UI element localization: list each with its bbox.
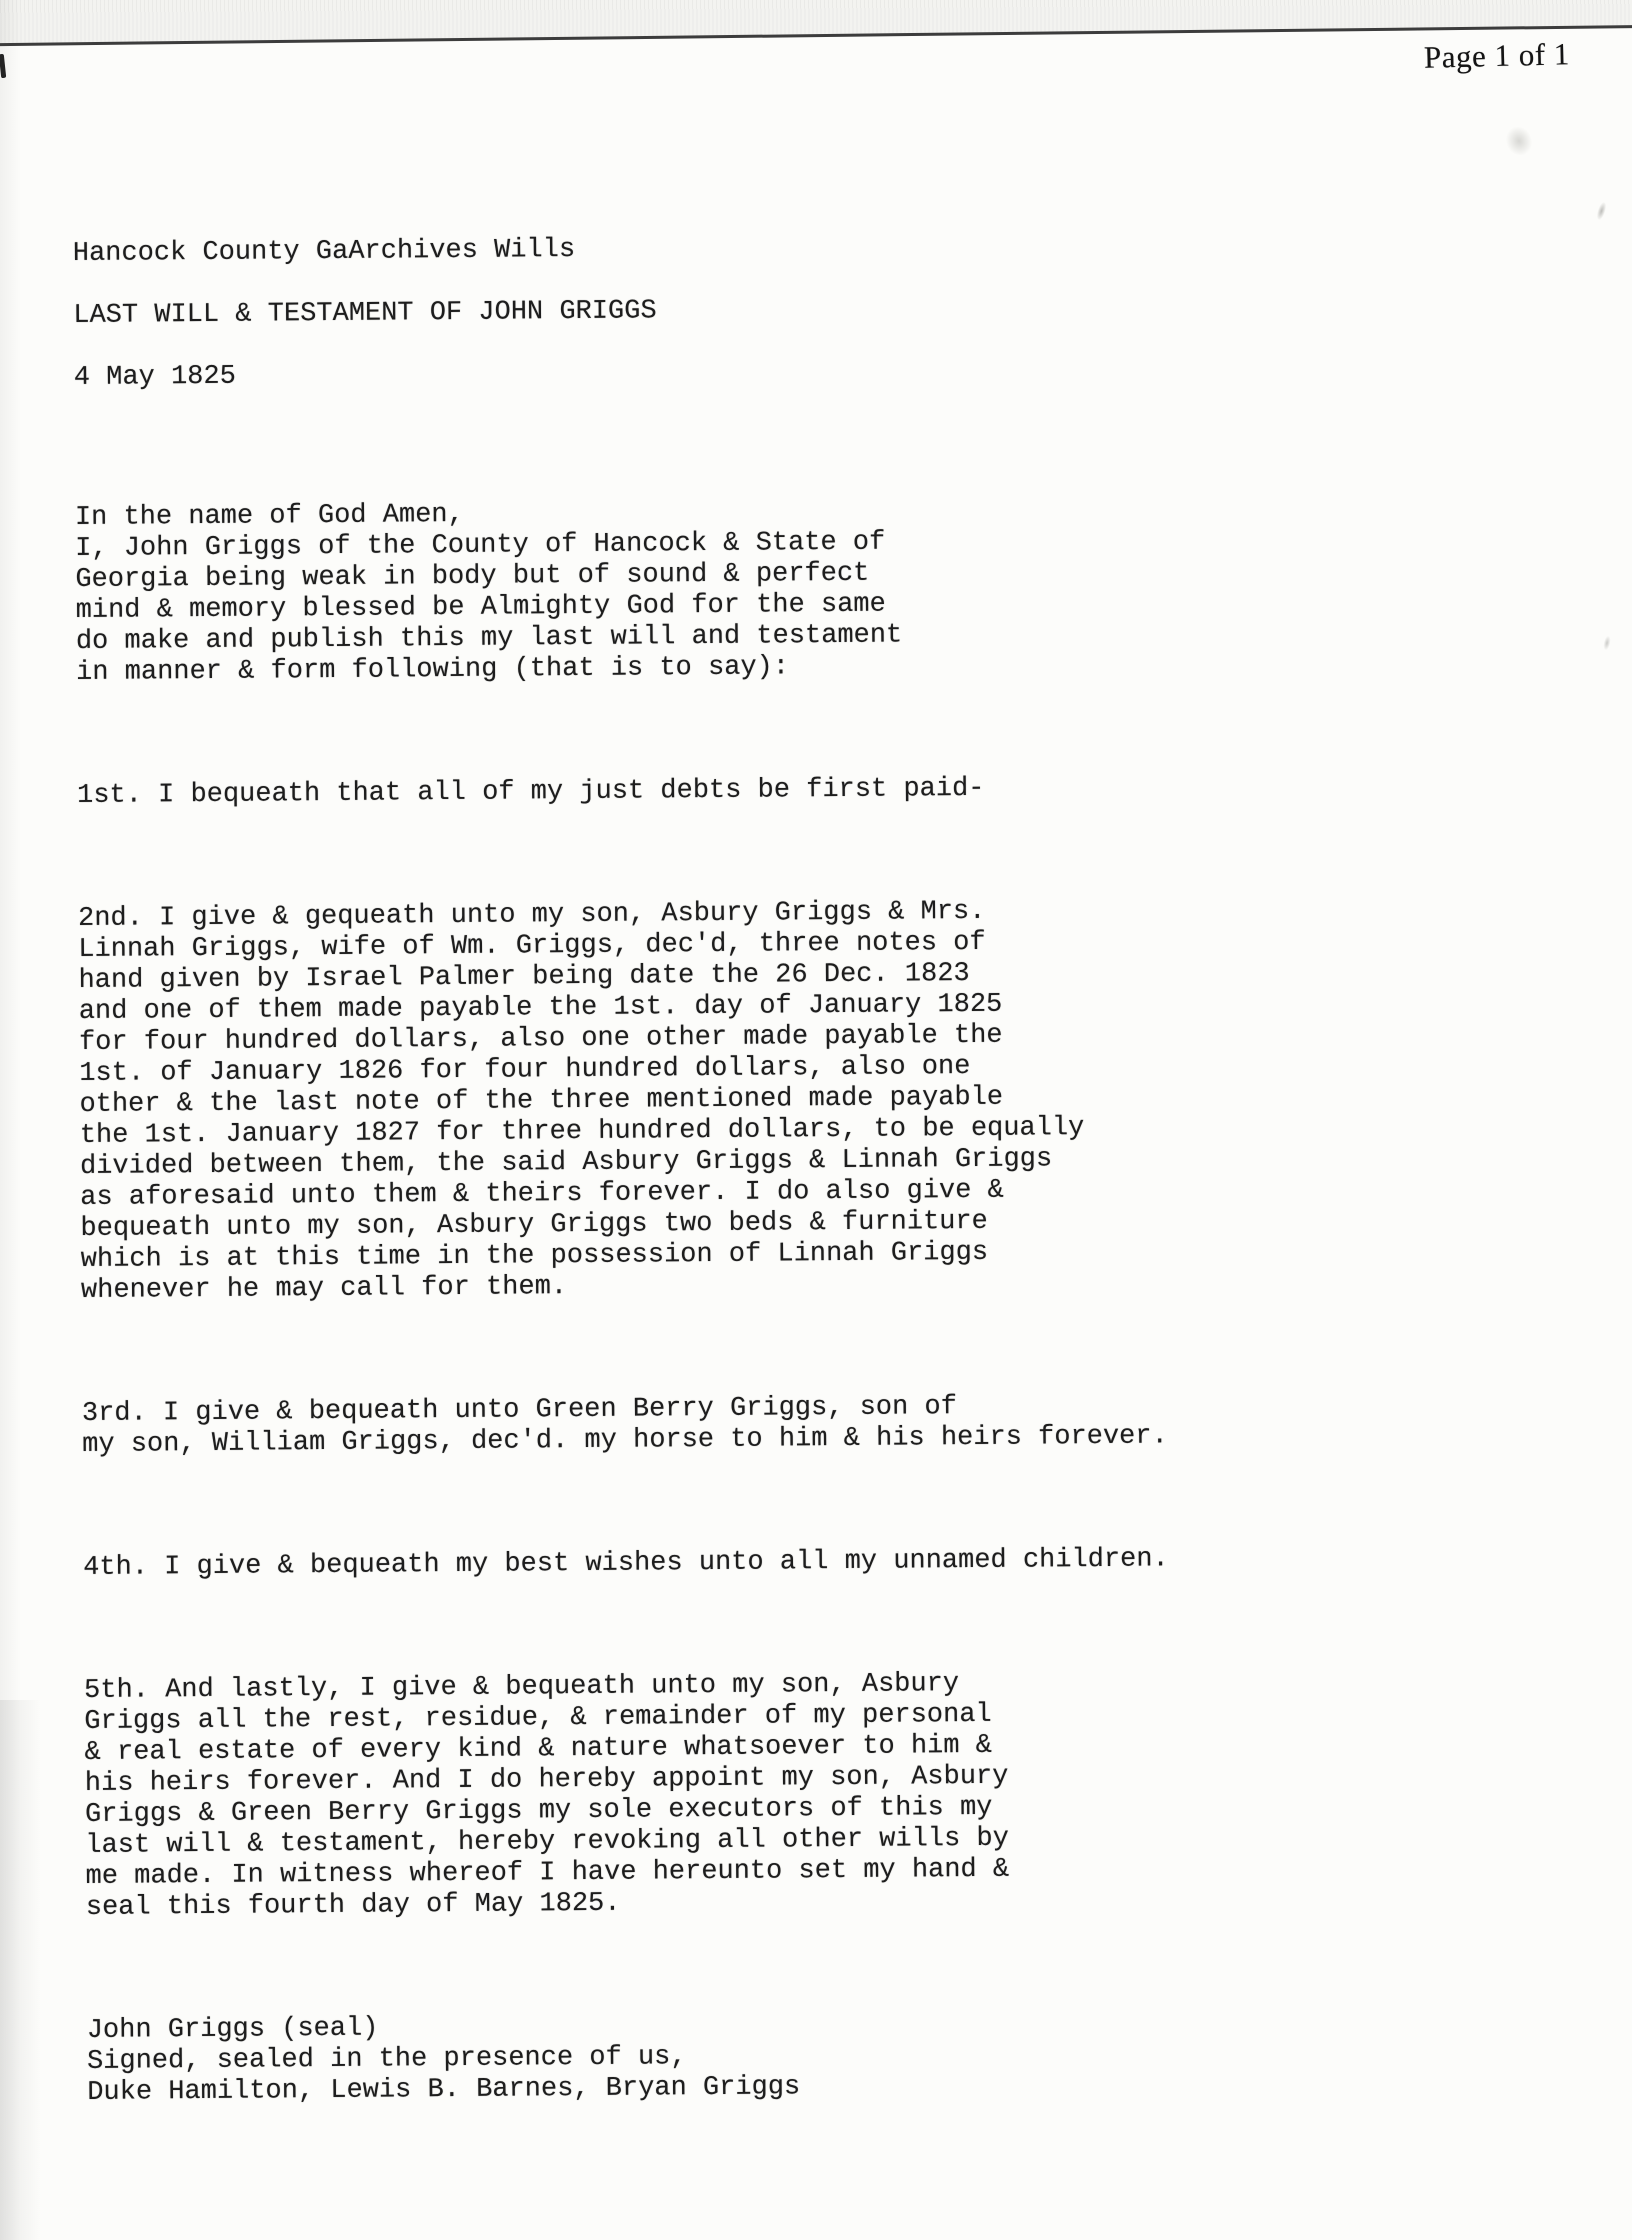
scanner-background-strip (0, 0, 1632, 47)
document-title-block (72, 197, 1434, 425)
document-body (72, 135, 1448, 2201)
scan-artifact-smudge (1502, 122, 1537, 159)
paragraph-second-item: 2nd. I give & gequeath unto my son, Asbury Griggs & Mrs. Linnah Griggs, wife of Wm. Griggs, dec'd, three notes of hand given by Israel Palmer being date the 26 Dec. 1823 and one of them made payable the 1st. day of January 1825 for four hundred dollars, also one other made payable the 1st. of January 1826 for four hundred dollars, also one other & the last note of the three mentioned made payable the 1st. January 1827 for three hundred dollars, to be equally divided between them, the said Asbury Griggs & Linnah Griggs as aforesaid unto them & theirs forever. I do also give & bequeath unto my son, Asbury Griggs two beds & furniture which is at this time in the possession of Linnah Griggs whenever he may call for them. (77, 896, 1085, 1306)
paragraph-third-item: 3rd. I give & bequeath unto Green Berry Griggs, son of my son, William Griggs, dec'd. my horse to him & his heirs forever. (81, 1392, 1168, 1460)
scan-artifact-smudge (1603, 636, 1612, 651)
paragraph-first-item: 1st. I bequeath that all of my just debts be first paid- (76, 773, 985, 811)
paragraph-fifth-item: 5th. And lastly, I give & bequeath unto my son, Asbury Griggs all the rest, residue, & remainder of my personal & real estate of every kind & nature whatsoever to him & his heirs forever. And I do hereby appoint my son, Asbury Griggs & Green Berry Griggs my sole executors of this my last will & testament, hereby revoking all other wills by me made. In witness whereof I have hereunto set my hand & seal this fourth day of May 1825. (84, 1669, 1010, 1923)
paragraph-fourth-item: 4th. I give & bequeath my best wishes unto all my unnamed children. (83, 1544, 1169, 1583)
archive-line: Hancock County GaArchives Wills (72, 235, 576, 269)
scan-artifact-smudge (1595, 201, 1607, 220)
document-date: 4 May 1825 (73, 361, 236, 393)
left-scan-shadow-lower (0, 1700, 48, 2240)
paragraph-preamble: In the name of God Amen, I, John Griggs of the County of Hancock & State of Georgia being weak in body but of sound & perfect mind & memory blessed be Almighty God for the same do make and publish this my last will and testament in manner & form following (that is to say): (74, 499, 903, 688)
document-title: LAST WILL & TESTAMENT OF JOHN GRIGGS (73, 296, 657, 331)
signature-block: John Griggs (seal) Signed, sealed in the presence of us, Duke Hamilton, Lewis B. Barnes, Bryan Griggs (86, 2013, 801, 2108)
page-number: Page 1 of 1 (1423, 36, 1571, 75)
